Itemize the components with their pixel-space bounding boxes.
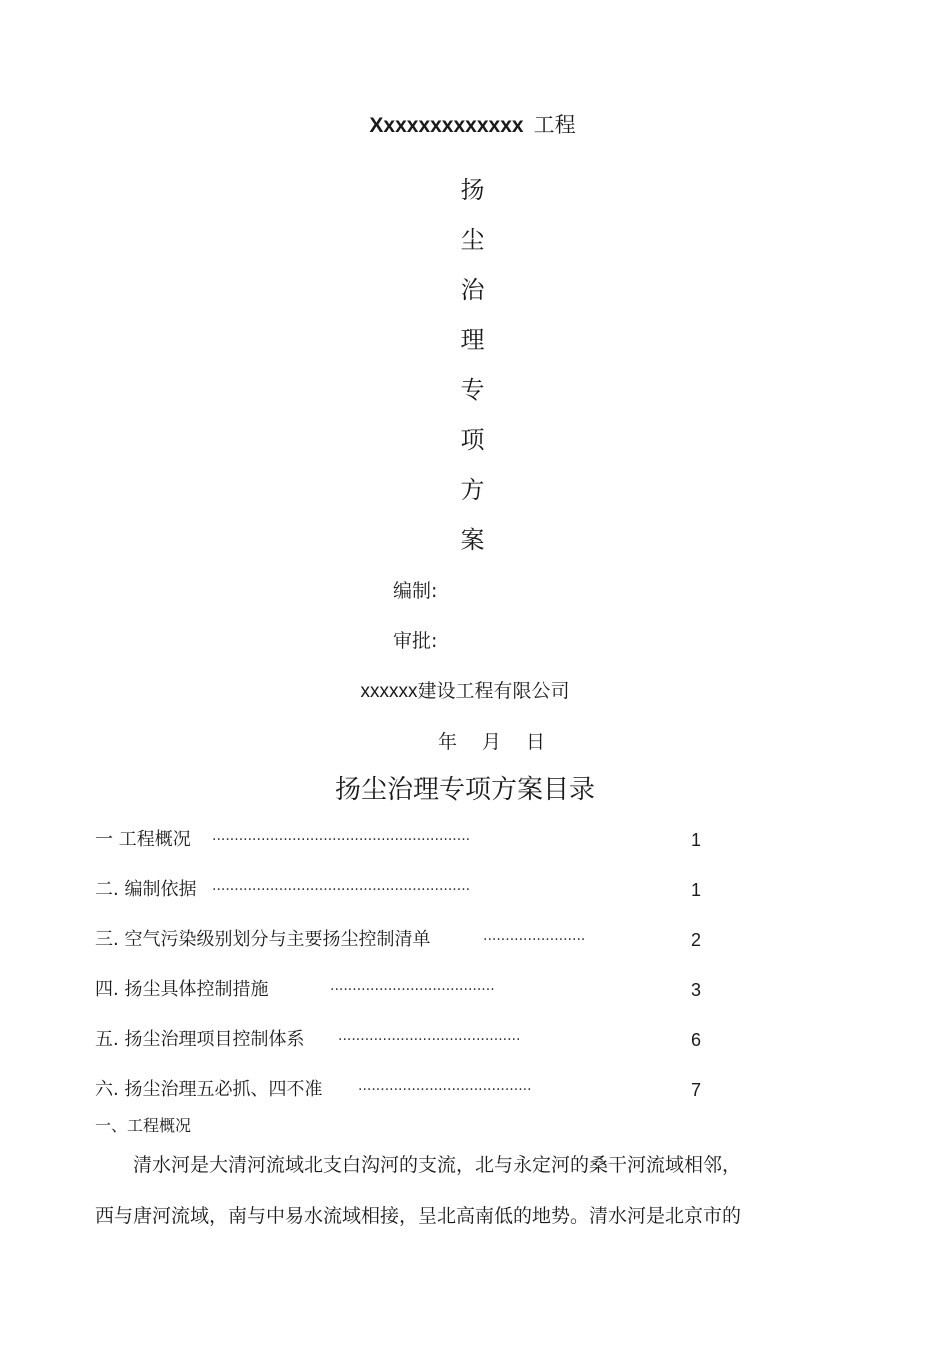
document-title-vertical [450,170,495,570]
toc-page-number: 2 [691,930,702,950]
toc-leader-dots: ········································· [338,1032,521,1048]
title-char: 治 [460,276,485,304]
title-char: 专 [460,376,485,404]
section-heading: 一、工程概况 [95,1116,192,1135]
title-char: 理 [460,326,485,354]
toc-leader-dots: ·························································· [212,882,471,898]
title-char: 扬 [460,176,485,204]
date-year: 年 [438,731,458,753]
toc-page-number: 1 [691,830,702,850]
toc-leader-dots: ·························································· [212,832,471,848]
project-suffix: 工程 [533,113,576,137]
date-day: 日 [526,731,546,753]
toc-item-label: 五. 扬尘治理项目控制体系 [95,1029,305,1050]
toc-item-label: 一 工程概况 [95,829,191,850]
toc-leader-dots: ······················· [483,932,586,948]
date-line [438,728,570,756]
toc-page-number: 1 [691,880,702,900]
company-prefix: xxxxxx [360,681,418,702]
table-of-contents [95,825,715,1125]
compiler-field: 编制: [393,580,438,602]
toc-page-number: 3 [691,980,702,1000]
approver-field: 审批: [393,630,438,652]
toc-item[interactable] [95,1025,715,1075]
toc-leader-dots: ····································· [330,982,495,998]
date-month: 月 [482,731,502,753]
project-name: Xxxxxxxxxxxxx [369,114,524,137]
toc-title: 扬尘治理专项方案目录 [334,775,595,805]
title-char: 方 [460,476,485,504]
toc-item[interactable] [95,925,715,975]
toc-leader-dots: ······································· [358,1082,532,1098]
title-char: 项 [460,426,485,454]
toc-item[interactable] [95,875,715,925]
company-suffix: 建设工程有限公司 [417,680,570,702]
paragraph-line: 清水河是大清河流域北支白沟河的支流，北与永定河的桑干河流域相邻， [133,1154,742,1176]
paragraph-line: 西与唐河流域，南与中易水流域相接，呈北高南低的地势。清水河是北京市的 [95,1205,742,1227]
project-title [0,110,945,141]
toc-item-label: 三. 空气污染级别划分与主要扬尘控制清单 [95,929,431,950]
toc-item-label: 四. 扬尘具体控制措施 [95,979,269,1000]
toc-item[interactable] [95,825,715,875]
toc-item[interactable] [95,975,715,1025]
title-char: 尘 [460,226,485,254]
title-char: 案 [460,526,485,554]
toc-page-number: 6 [691,1030,702,1050]
company-name [0,677,930,706]
toc-item-label: 二. 编制依据 [95,879,197,900]
toc-page-number: 7 [691,1080,702,1100]
toc-item-label: 六. 扬尘治理五必抓、四不准 [95,1079,323,1100]
